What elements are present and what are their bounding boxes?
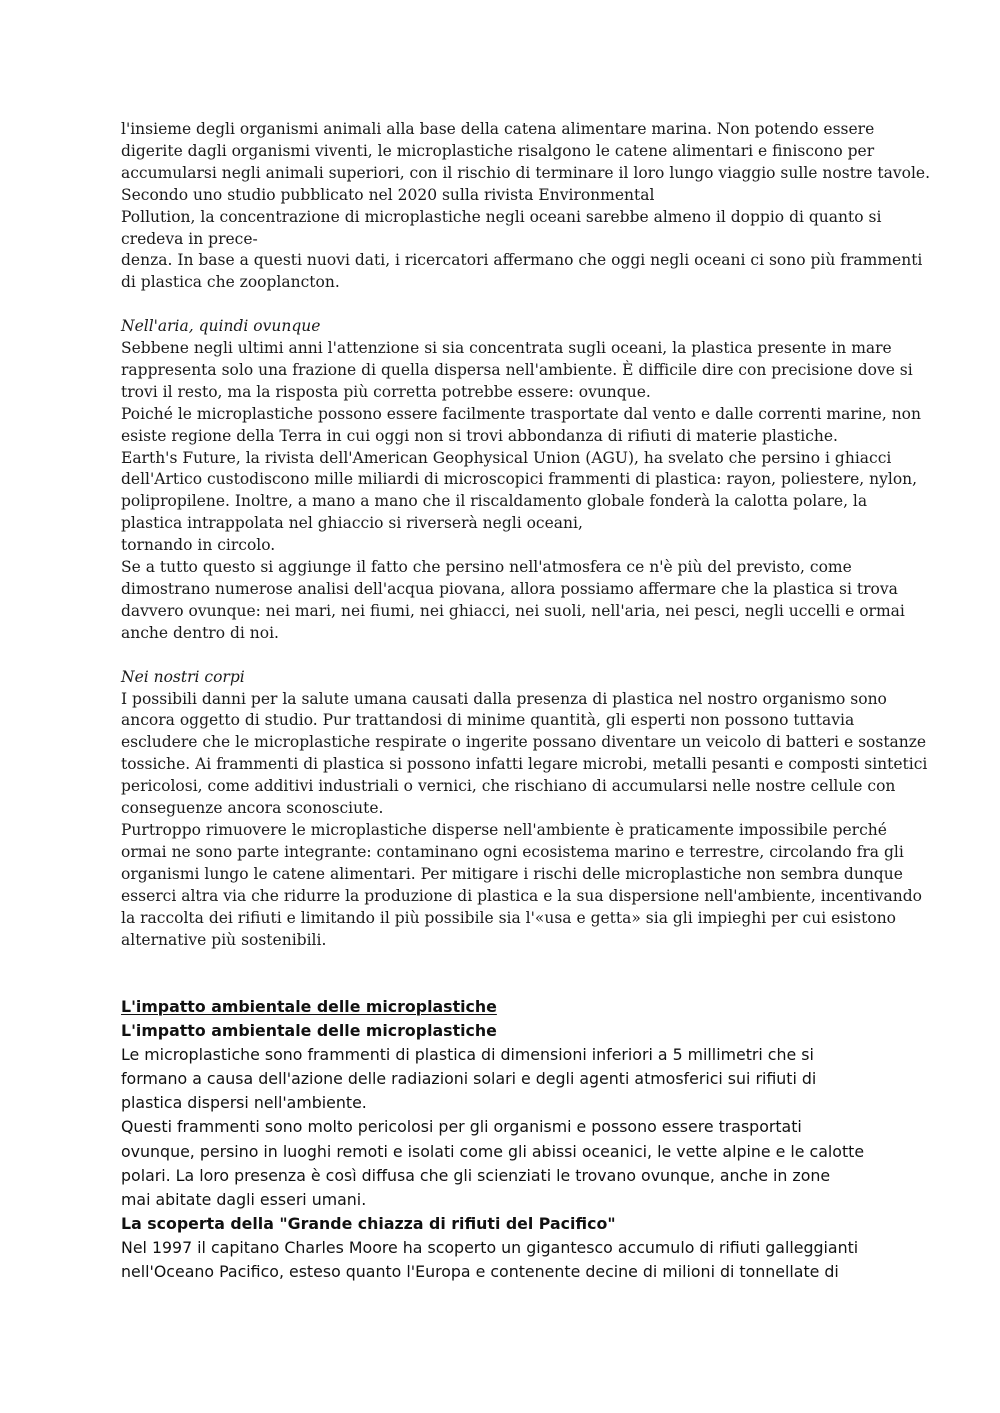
text-line: Se a tutto questo si aggiunge il fatto che persino nell'atmosfera ce n'è più del previsto, come [121,558,852,577]
text-line: anche dentro di noi. [121,623,279,642]
text-line: organismi lungo le catene alimentari. Per mitigare i rischi delle microplastiche non sembra dunque [121,864,903,883]
text-line: Sebbene negli ultimi anni l'attenzione si sia concentrata sugli oceani, la plastica presente in mare [121,339,892,358]
text-line: plastica intrappolata nel ghiaccio si riverserà negli oceani, [121,514,583,533]
text-line: plastica dispersi nell'ambiente. [121,1093,367,1113]
text-line: di plastica che zooplancton. [121,273,340,292]
article-sans-section [121,995,891,1284]
paragraph-pacific-discovery [121,1236,891,1284]
text-line: trovi il resto, ma la risposta più corretta potrebbe essere: ovunque. [121,382,651,401]
text-line: Pollution, la concentrazione di microplastiche negli oceani sarebbe almeno il doppio di quanto si [121,207,882,226]
text-line: esiste regione della Terra in cui oggi non si trovi abbondanza di rifiuti di materie plastiche. [121,426,838,445]
text-line: Secondo uno studio pubblicato nel 2020 sulla rivista Environmental [121,185,655,204]
text-line: davvero ovunque: nei mari, nei fiumi, nei ghiacci, nei suoli, nell'aria, nei pesci, negli uccelli e ormai [121,601,905,620]
text-line: Earth's Future, la rivista dell'American Geophysical Union (AGU), ha svelato che persino i ghiacci [121,448,892,467]
text-line: ormai ne sono parte integrante: contaminano ogni ecosistema marino e terrestre, circolando fra gli [121,842,904,861]
section-heading-air: Nell'aria, quindi ovunque [121,317,321,336]
section-title-underlined: L'impatto ambientale delle microplastiche [121,997,497,1016]
text-line: esserci altra via che ridurre la produzione di plastica e la sua dispersione nell'ambiente, incentivando [121,886,922,905]
paragraph-ocean-concentration [121,119,931,294]
text-line: alternative più sostenibili. [121,930,327,949]
text-line: nell'Oceano Pacifico, esteso quanto l'Europa e contenente decine di milioni di tonnellate di [121,1262,839,1282]
text-line: conseguenze ancora sconosciute. [121,799,384,818]
text-line: l'insieme degli organismi animali alla base della catena alimentare marina. Non potendo essere [121,120,875,138]
text-line: mai abitate dagli esseri umani. [121,1189,367,1209]
paragraph-spacer [121,294,891,316]
text-line: la raccolta dei rifiuti e limitando il più possibile sia l'«usa e getta» sia gli impieghi per cui esistono [121,908,897,927]
paragraph-human-bodies [121,689,928,952]
text-line: pericolosi, come additivi industriali o vernici, che rischiano di accumularsi nelle nostre cellule con [121,777,896,796]
paragraph-air-everywhere [121,338,921,645]
text-line: ovunque, persino in luoghi remoti e isolati come gli abissi oceanici, le vette alpine e le calotte [121,1141,865,1161]
text-line: tossiche. Ai frammenti di plastica si possono infatti legare microbi, metalli pesanti e composti sintetici [121,755,928,774]
text-line: dell'Artico custodiscono mille miliardi di microscopici frammenti di plastica: rayon, poliestere, nylon, [121,470,918,489]
text-line: escludere che le microplastiche respirate o ingerite possano diventare un veicolo di batteri e sostanze [121,733,927,752]
paragraph-microplastics-definition [121,1043,891,1212]
text-line: Purtroppo rimuovere le microplastiche disperse nell'ambiente è praticamente impossibile perché [121,820,887,839]
article-serif-section [121,119,931,951]
text-line: I possibili danni per la salute umana causati dalla presenza di plastica nel nostro organismo sono [121,689,887,708]
text-line: accumularsi negli animali superiori, con il rischio di terminare il loro lungo viaggio sulle nostre tavole. [121,163,931,182]
text-line: dimostrano numerose analisi dell'acqua piovana, allora possiamo affermare che la plastica si trova [121,580,898,599]
text-line: Nel 1997 il capitano Charles Moore ha scoperto un gigantesco accumulo di rifiuti galleggianti [121,1237,859,1257]
text-line: ancora oggetto di studio. Pur trattandosi di minime quantità, gli esperti non possono tuttavia [121,711,855,730]
text-line: denza. In base a questi nuovi dati, i ricercatori affermano che oggi negli oceani ci sono più frammenti [121,251,923,270]
text-line: tornando in circolo. [121,536,276,555]
text-line: credeva in prece- [121,229,258,248]
section-heading-pacific-patch: La scoperta della "Grande chiazza di rifiuti del Pacifico" [121,1213,616,1233]
text-line: polari. La loro presenza è così diffusa che gli scienziati le trovano ovunque, anche in zone [121,1165,831,1185]
text-line: digerite dagli organismi viventi, le microplastiche risalgono le catene alimentari e finiscono per [121,141,875,160]
text-line: Le microplastiche sono frammenti di plastica di dimensioni inferiori a 5 millimetri che si [121,1045,814,1065]
text-line: polipropilene. Inoltre, a mano a mano che il riscaldamento globale fonderà la calotta polare, la [121,492,868,511]
text-line: Questi frammenti sono molto pericolosi per gli organismi e possono essere trasportati [121,1117,802,1137]
text-line: formano a causa dell'azione delle radiazioni solari e degli agenti atmosferici sui rifiuti di [121,1069,817,1089]
section-heading-bodies: Nei nostri corpi [121,667,245,686]
paragraph-spacer [121,645,891,667]
text-line: Poiché le microplastiche possono essere facilmente trasportate dal vento e dalle correnti marine, non [121,404,921,423]
text-line: rappresenta solo una frazione di quella dispersa nell'ambiente. È difficile dire con precisione dove si [121,360,913,379]
section-subtitle: L'impatto ambientale delle microplastiche [121,1021,497,1041]
